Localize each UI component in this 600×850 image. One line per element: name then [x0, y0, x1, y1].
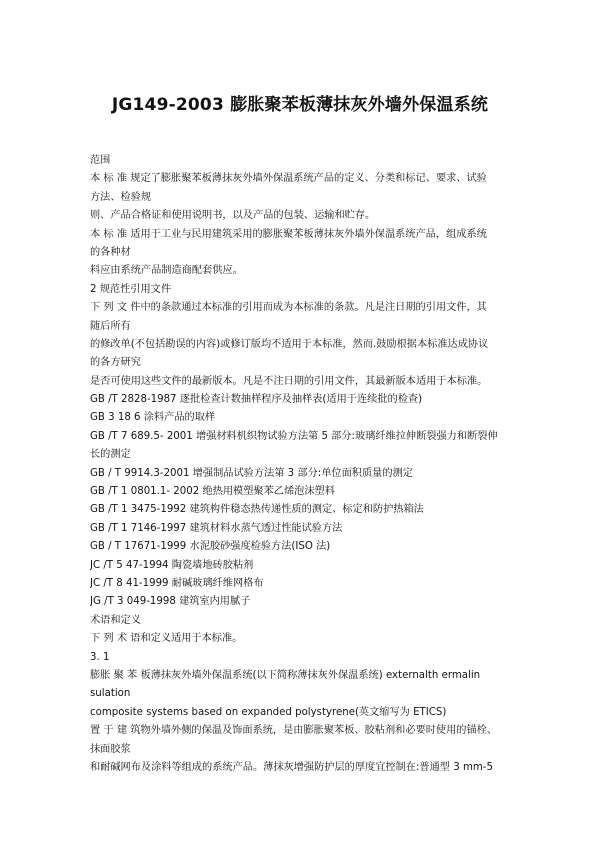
- document-body: [90, 152, 520, 777]
- reference-line: GB / T 9914.3-2001 增强制品试验方法第 3 部分:单位面积质量的测定: [90, 467, 413, 479]
- page-title: JG149-2003 膨胀聚苯板薄抹灰外墙外保温系统: [111, 95, 489, 115]
- reference-line: JC /T 8 41-1999 耐碱玻璃纤维网格布: [90, 577, 264, 589]
- section-heading-scope: 范围: [90, 155, 111, 166]
- reference-line: GB 3 18 6 涂料产品的取样: [90, 412, 216, 424]
- reference-line: JG /T 3 049-1998 建筑室内用腻子: [90, 596, 251, 608]
- reference-line: GB / T 17671-1999 水泥胶砂强度检验方法(ISO 法): [90, 541, 331, 553]
- reference-line: JC /T 5 47-1994 陶瓷墙地砖胶粘剂: [90, 559, 254, 571]
- text-line: 方法、检验规: [90, 191, 152, 203]
- text-line: 料应由系统产品制造商配套供应。: [90, 265, 243, 277]
- text-line: 是否可使用这些文件的最新版本。凡是不注日期的引用文件，其最新版本适用于本标准。: [90, 375, 488, 387]
- reference-line: GB /T 1 0801.1- 2002 绝热用模塑聚苯乙烯泡沫塑料: [90, 486, 335, 498]
- text-line: composite systems based on expanded polystyrene(英文缩写为 ETICS): [90, 706, 447, 718]
- section-heading-references: 2 规范性引用文件: [90, 283, 172, 295]
- reference-line: GB /T 1 7146-1997 建筑材料水蒸气透过性能试验方法: [90, 522, 343, 534]
- text-line: 下 列 文 件中的条款通过本标准的引用而成为本标准的条款。凡是注日期的引用文件，其: [90, 302, 487, 314]
- section-heading-terms: 术语和定义: [90, 614, 141, 626]
- reference-line: GB /T 2828-1987 逐批检查计数抽样程序及抽样表(适用于连续批的检查): [90, 394, 423, 406]
- text-line: 置 于 建 筑物外墙外侧的保温及饰面系统，是由膨胀聚苯板、胶粘剂和必要时使用的锚栓、: [90, 725, 498, 737]
- reference-line: 长的测定: [90, 449, 131, 461]
- text-line: 随后所有: [90, 320, 131, 332]
- text-line: sulation: [90, 688, 131, 700]
- text-line: 和耐碱网布及涂料等组成的系统产品。薄抹灰增强防护层的厚度宜控制在:普通型 3 mm-5: [90, 761, 493, 773]
- text-line: 本 标 准 适用于工业与民用建筑采用的膨胀聚苯板薄抹灰外墙外保温系统产品，组成系统: [90, 228, 487, 240]
- text-line: 的各种材: [90, 246, 131, 258]
- text-line: 膨胀 聚 苯 板薄抹灰外墙外保温系统(以下简称薄抹灰外保温系统) externalth ermalin: [90, 669, 481, 681]
- text-line: 则、产品合格证和使用说明书，以及产品的包装、运输和贮存。: [90, 210, 376, 222]
- text-line: 下 列 术 语和定义适用于本标准。: [90, 633, 243, 645]
- text-line: 本 标 准 规定了膨胀聚苯板薄抹灰外墙外保温系统产品的定义、分类和标记、要求、试验: [90, 173, 487, 185]
- clause-number: 3. 1: [90, 651, 110, 663]
- text-line: 抹面胶浆: [90, 743, 131, 755]
- text-line: 的修改单(不包括勘误的内容)或修订版均不适用于本标准，然而.鼓励根据本标准达成协议: [90, 338, 489, 350]
- reference-line: GB /T 1 3475-1992 建筑构件稳态热传递性质的测定、标定和防护热箱法: [90, 504, 424, 516]
- reference-line: GB /T 7 689.5- 2001 增强材料机织物试验方法第 5 部分:玻璃纤维拉伸断裂强力和断裂伸: [90, 430, 498, 442]
- text-line: 的各方研究: [90, 357, 141, 369]
